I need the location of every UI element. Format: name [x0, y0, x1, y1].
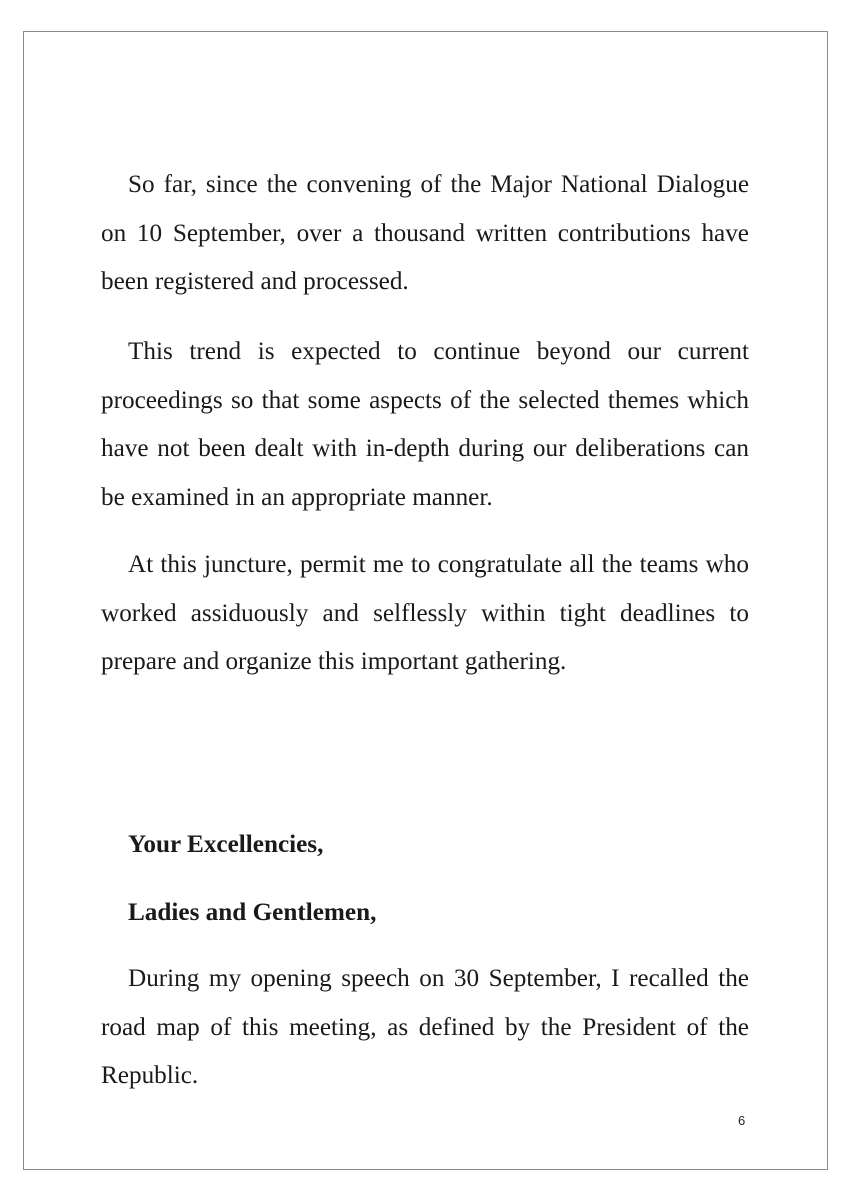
page-number: 6 [738, 1113, 746, 1128]
paragraph-contributions: So far, since the convening of the Major National Dialogue on 10 September, over a thousand written contributions have been registered and processed. [101, 171, 749, 296]
paragraph-congratulations: At this juncture, permit me to congratulate all the teams who worked assiduously and selflessly within tight deadlines to prepare and organize this important gathering. [101, 551, 749, 676]
paragraph-opening-speech: During my opening speech on 30 September, I recalled the road map of this meeting, as defined by the President of the Republic. [101, 965, 749, 1090]
paragraph-trend: This trend is expected to continue beyond our current proceedings so that some aspects of the selected themes which have not been dealt with in-depth during our deliberations can be examined in an appropriate manner. [101, 338, 749, 511]
salutation-ladies-gentlemen: Ladies and Gentlemen, [128, 899, 377, 926]
salutation-excellencies: Your Excellencies, [128, 831, 324, 858]
